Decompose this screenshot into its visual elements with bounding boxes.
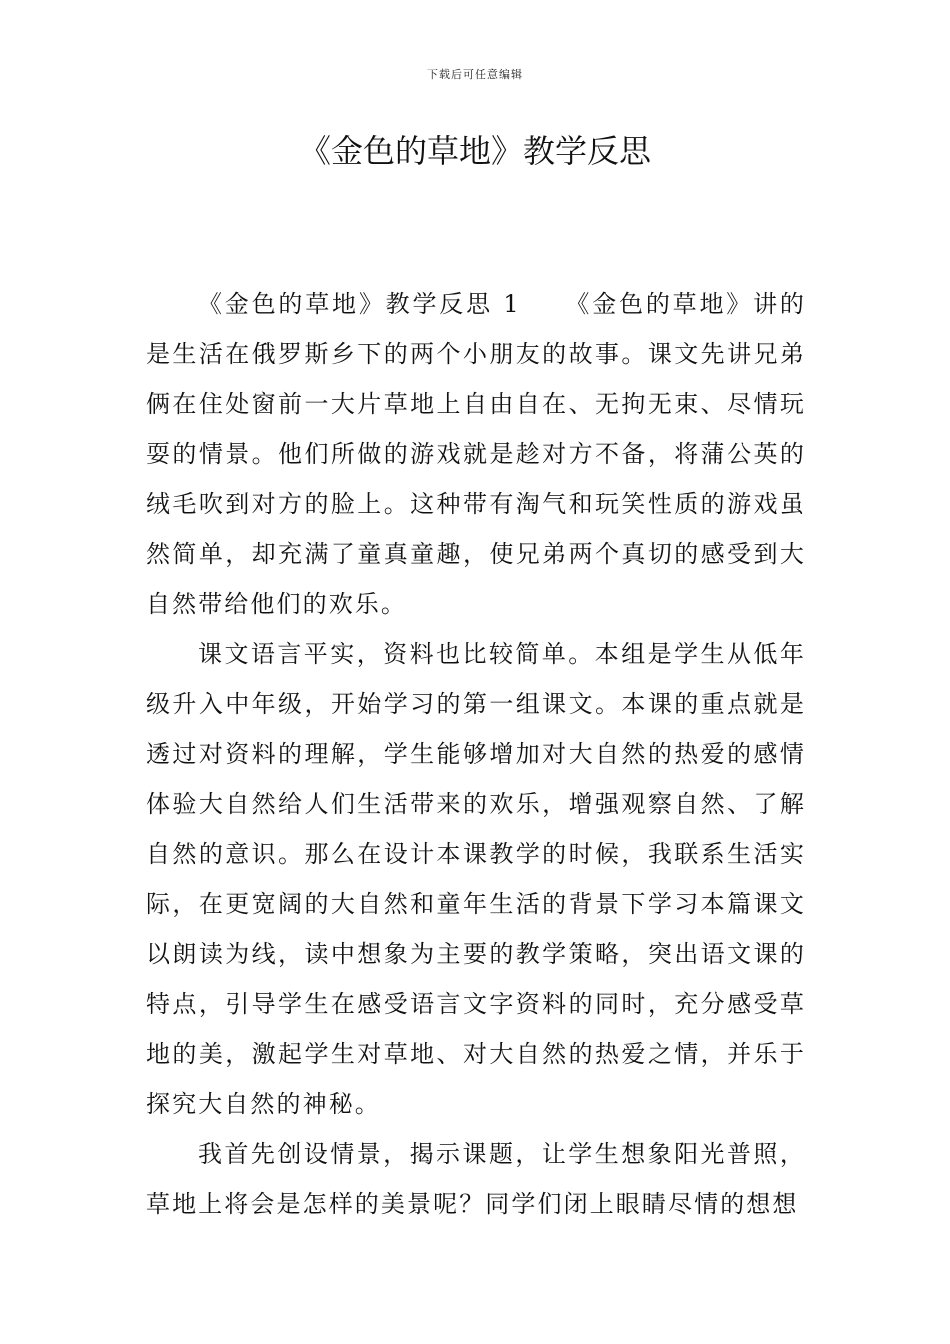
document-body bbox=[146, 279, 806, 1229]
paragraph-2: 课文语言平实，资料也比较简单。本组是学生从低年级升入中年级，开始学习的第一组课文。本课的重点就是透过对资料的理解，学生能够增加对大自然的热爱的感情体验大自然给人们生活带来的欢乐，增强观察自然、了解自然的意识。那么在设计本课教学的时候，我联系生活实际，在更宽阔的大自然和童年生活的背景下学习本篇课文以朗读为线，读中想象为主要的教学策略，突出语文课的特点，引导学生在感受语言文字资料的同时，充分感受草地的美，激起学生对草地、对大自然的热爱之情，并乐于探究大自然的神秘。 bbox=[146, 640, 806, 1118]
document-title: 《金色的草地》教学反思 bbox=[298, 132, 651, 170]
header-note: 下载后可任意编辑 bbox=[427, 68, 523, 81]
paragraph-1 bbox=[146, 279, 806, 629]
paragraph-1-text: 《金色的草地》讲的是生活在俄罗斯乡下的两个小朋友的故事。课文先讲兄弟俩在住处窗前一大片草地上自由自在、无拘无束、尽情玩耍的情景。他们所做的游戏就是趁对方不备，将蒲公英的绒毛吹到对方的脸上。这种带有淘气和玩笑性质的游戏虽然简单，却充满了童真童趣，使兄弟两个真切的感受到大自然带给他们的欢乐。 bbox=[146, 290, 806, 618]
section-heading: 《金色的草地》教学反思 1 bbox=[198, 290, 521, 318]
paragraph-3: 我首先创设情景，揭示课题，让学生想象阳光普照，草地上将会是怎样的美景呢？同学们闭上眼睛尽情的想想 bbox=[146, 1140, 806, 1218]
